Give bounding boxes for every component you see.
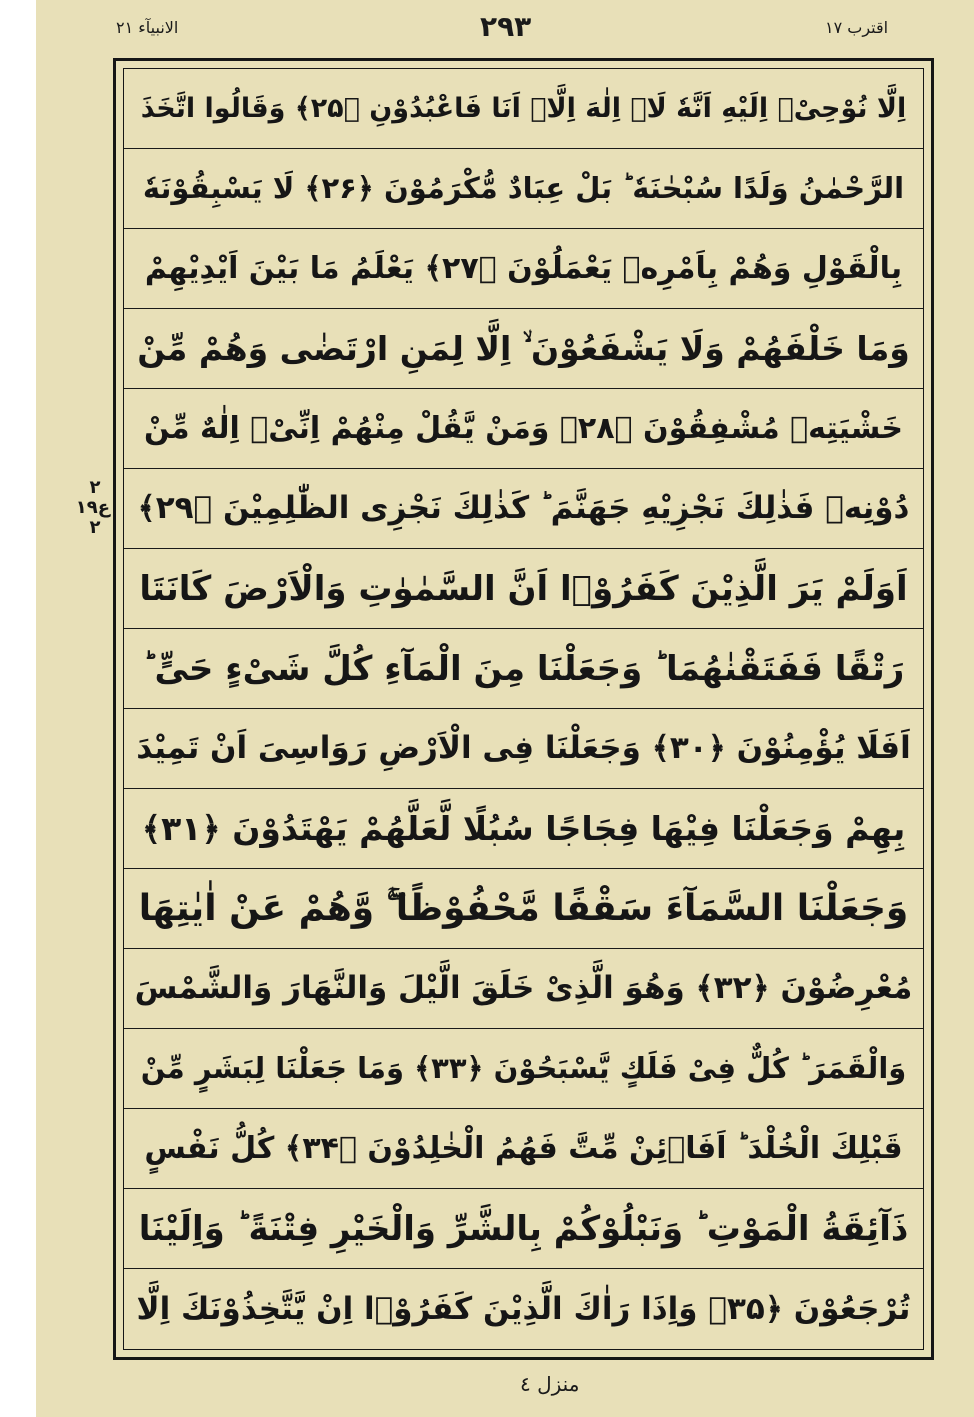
verse-text: وَجَعَلْنَا السَّمَآءَ سَقْفًا مَّحْفُوْظًا ۖۚ وَّهُمْ عَنْ اٰيٰتِهَا	[138, 887, 909, 929]
text-line-9	[124, 709, 923, 789]
text-line-8	[124, 629, 923, 709]
text-line-1	[124, 69, 923, 149]
juz-name-header: اقترب ۱۷	[825, 18, 889, 37]
ruku-marker	[75, 477, 110, 538]
verse-text: وَمَا خَلْفَهُمْ وَلَا يَشْفَعُوْنَ ۙ اِلَّا لِمَنِ ارْتَضٰى وَهُمْ مِّنْ	[137, 329, 910, 368]
verse-text: قَبْلِكَ الْخُلْدَ ؕ اَفَا۟ئِنْ مِّتَّ فَهُمُ الْخٰلِدُوْنَ ﴿۳۴﴾ كُلُّ نَفْسٍ	[144, 1130, 903, 1166]
ruku-marker-top: ۲	[89, 477, 101, 498]
verse-text: خَشْيَتِهٖ مُشْفِقُوْنَ ﴿۲۸﴾ وَمَنْ يَّقُلْ مِنْهُمْ اِنِّیْۤ اِلٰهٌ مِّنْ	[144, 410, 903, 446]
verse-text: اَفَلَا يُؤْمِنُوْنَ ﴿۳۰﴾ وَجَعَلْنَا فِى الْاَرْضِ رَوَاسِىَ اَنْ تَمِيْدَ	[136, 730, 911, 766]
surah-name-header: الانبیآء ۲۱	[116, 18, 179, 37]
text-line-6	[124, 469, 923, 549]
verse-text: اَوَلَمْ يَرَ الَّذِيْنَ كَفَرُوْۤا اَنَّ السَّمٰوٰتِ وَالْاَرْضَ كَانَتَا	[139, 568, 908, 609]
manzil-footer: منزل ٤	[520, 1372, 580, 1396]
text-line-16	[124, 1269, 923, 1349]
verse-text: اِلَّا نُوْحِیْۤ اِلَیْهِ اَنَّهٗ لَاۤ اِلٰهَ اِلَّاۤ اَنَا فَاعْبُدُوْنِ ﴿۲۵﴾ وَقَالُوا اتَّخَذَ	[140, 93, 907, 124]
verse-text: رَتْقًا فَفَتَقْنٰهُمَا ؕ وَجَعَلْنَا مِنَ الْمَآءِ كُلَّ شَىْءٍ حَىٍّ ؕ	[142, 648, 905, 689]
text-line-11	[124, 869, 923, 949]
text-line-4	[124, 309, 923, 389]
text-line-10	[124, 789, 923, 869]
text-line-3	[124, 229, 923, 309]
text-line-5	[124, 389, 923, 469]
text-line-15	[124, 1189, 923, 1269]
verse-text: الرَّحْمٰنُ وَلَدًا سُبْحٰنَهٗ ؕ بَلْ عِبَادٌ مُّكْرَمُوْنَ ﴿۲۶﴾ لَا يَسْبِقُوْنَهٗ	[142, 171, 905, 205]
verse-text: ذَآئِقَةُ الْمَوْتِ ؕ وَنَبْلُوْكُمْ بِالشَّرِّ وَالْخَيْرِ فِتْنَةً ؕ وَاِلَيْنَا	[138, 1208, 909, 1249]
verse-text: بِهِمْ وَجَعَلْنَا فِيْهَا فِجَاجًا سُبُلًا لَّعَلَّهُمْ يَهْتَدُوْنَ ﴿۳۱﴾	[141, 809, 906, 848]
verse-text: تُرْجَعُوْنَ ﴿۳۵﴾ وَاِذَا رَاٰكَ الَّذِيْنَ كَفَرُوْۤا اِنْ يَّتَّخِذُوْنَكَ اِلَّا	[136, 1290, 911, 1327]
verse-text: دُوْنِهٖ فَذٰلِكَ نَجْزِيْهِ جَهَنَّمَ ؕ كَذٰلِكَ نَجْزِى الظّٰلِمِيْنَ ﴿۲۹﴾	[137, 490, 910, 526]
page-number: ۲۹۳	[480, 10, 532, 43]
verse-text: وَالْقَمَرَ ؕ كُلٌّ فِىْ فَلَكٍ يَّسْبَحُوْنَ ﴿۳۳﴾ وَمَا جَعَلْنَا لِبَشَرٍ مِّنْ	[140, 1051, 907, 1085]
text-line-14	[124, 1109, 923, 1189]
verse-text: مُعْرِضُوْنَ ﴿۳۲﴾ وَهُوَ الَّذِىْ خَلَقَ الَّيْلَ وَالنَّهَارَ وَالشَّمْسَ	[134, 970, 913, 1006]
verse-text: بِالْقَوْلِ وَهُمْ بِاَمْرِهٖ يَعْمَلُوْنَ ﴿۲۷﴾ يَعْلَمُ مَا بَيْنَ اَيْدِيْهِمْ	[144, 250, 903, 286]
ruku-marker-bottom: ۲	[89, 516, 101, 538]
text-line-7	[124, 549, 923, 629]
text-line-13	[124, 1029, 923, 1109]
text-line-2	[124, 149, 923, 229]
ruku-marker-middle: ع۱۹	[75, 496, 110, 518]
text-line-12	[124, 949, 923, 1029]
